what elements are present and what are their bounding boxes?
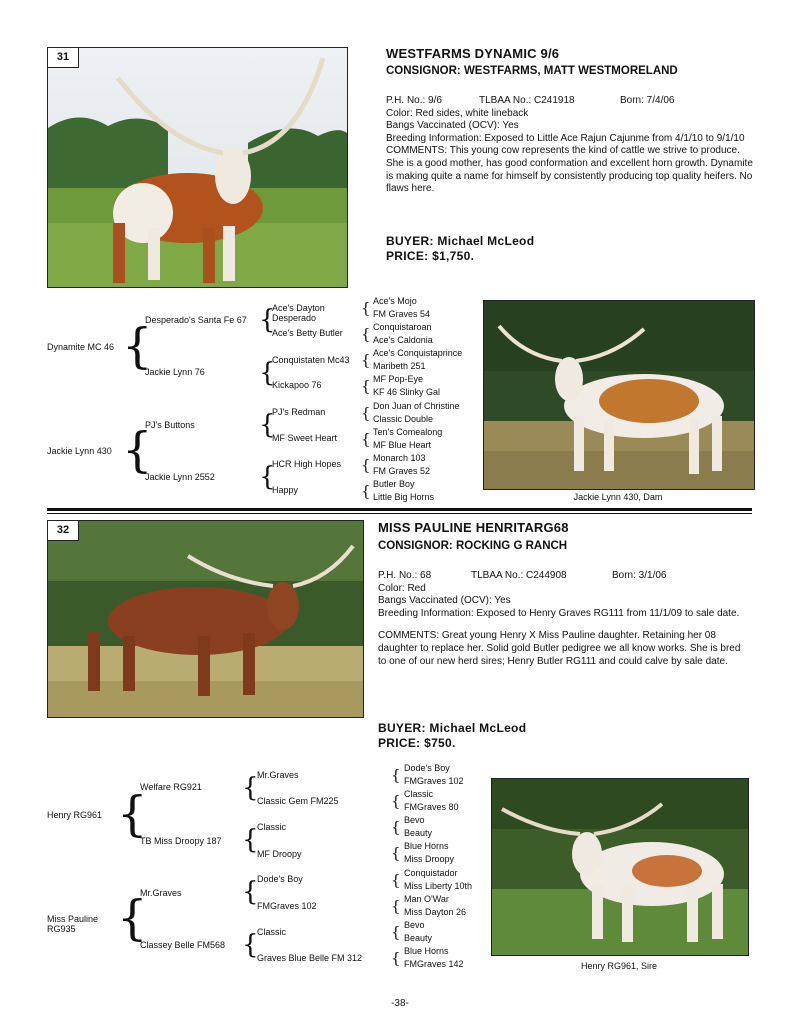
ped-g2: Welfare RG921 [140,782,202,792]
brace-icon: { [391,844,401,862]
ped-g1: Dynamite MC 46 [47,342,115,352]
lot31-sale [386,234,534,264]
brace-icon: { [361,404,371,422]
brace-icon: { [122,422,153,478]
comments: COMMENTS: This young cow represents the kind of cattle we strive to produce. She is a good mother, has good conformation and excellent horn growth. Dynamite is making quite a name for himself by consistently producing top quality heifers. No flaws here. [386,145,753,195]
ped-g4: Conquistador [404,868,458,878]
brace-icon: { [259,410,276,440]
brace-icon: { [242,930,259,960]
ped-g4: FM Graves 52 [373,466,431,476]
ped-g4: Classic [404,789,434,799]
brace-icon: { [391,766,401,784]
brace-icon: { [391,792,401,810]
lot32-consignor: CONSIGNOR: ROCKING G RANCH [378,540,568,552]
lot31-title: WESTFARMS DYNAMIC 9/6 [386,46,560,61]
ped-g4: Butler Boy [373,479,415,489]
ped-g4: Miss Droopy [404,854,455,864]
lot32-title: MISS PAULINE HENRITARG68 [378,520,569,535]
ped-g2: Desperado's Santa Fe 67 [145,315,247,325]
price: PRICE: $1,750. [386,249,475,263]
ped-g4: Monarch 103 [373,453,426,463]
ped-g3: MF Droopy [257,849,302,859]
ped-g4: Man O'War [404,894,449,904]
ped-g4: Little Big Horns [373,492,435,502]
brace-icon: { [117,786,148,842]
ped-g4: Blue Horns [404,841,449,851]
color: Color: Red [378,582,426,594]
bangs: Bangs Vaccinated (OCV): Yes [378,595,511,607]
ped-g1: Jackie Lynn 430 [47,446,112,456]
brace-icon: { [242,825,259,855]
ped-g2: Jackie Lynn 2552 [145,472,215,482]
divider [47,513,752,514]
ped-g4: Classic Double [373,414,434,424]
brace-icon: { [361,351,371,369]
ph-number: P.H. No.: 9/6 [386,95,442,106]
ped-g2: Jackie Lynn 76 [145,367,205,377]
lot32-sire-photo [491,778,749,956]
brace-icon: { [242,877,259,907]
ped-g4: FM Graves 54 [373,309,431,319]
ped-g4: Ten's Comealong [373,427,443,437]
ped-g4: MF Blue Heart [373,440,432,450]
ped-g4: KF 46 Slinky Gal [373,387,441,397]
ped-g3: MF Sweet Heart [272,433,338,443]
brace-icon: { [122,318,153,374]
comments: COMMENTS: Great young Henry X Miss Pauline daughter. Retaining her 08 daughter to replace her. Solid gold Butler pedigree we all know works. She is bred to one of our new herd sires; Henry Butler RG111 and could calve by sale date. [378,630,741,667]
dam-caption: Jackie Lynn 430, Dam [573,492,663,502]
brace-icon: { [391,923,401,941]
ped-g4: FMGraves 142 [404,959,464,969]
ph-number: P.H. No.: 68 [378,570,432,581]
ped-g4: FMGraves 80 [404,802,459,812]
ped-g3: Classic Gem FM225 [257,796,339,806]
color: Color: Red sides, white lineback [386,107,529,119]
brace-icon: { [361,299,371,317]
ped-g3: Conquistaten Mc43 [272,355,350,365]
ped-g2: Mr.Graves [140,888,182,898]
ped-g4: Ace's Caldonia [373,335,433,345]
ped-g3: Ace's Betty Butler [272,328,343,338]
lot-number-badge: 31 [48,48,79,68]
ped-g3: Mr.Graves [257,770,299,780]
lot-number-badge: 32 [48,521,79,541]
born-date: Born: 7/4/06 [620,95,675,106]
ped-g4: Maribeth 251 [373,361,426,371]
brace-icon: { [117,890,148,946]
ped-g1: Miss Pauline RG935 [47,914,99,934]
lot32-sale [378,721,526,751]
ped-g4: Dode's Boy [404,763,450,773]
price: PRICE: $750. [378,736,456,750]
brace-icon: { [259,305,276,335]
ped-g3: FMGraves 102 [257,901,317,911]
breeding-info: Breeding Information: Exposed to Little Ace Rajun Cajunme from 4/1/10 to 9/1/10 [386,132,745,144]
page-number: -38- [391,998,409,1009]
ped-g4: Conquistaroan [373,322,432,332]
lot31-consignor: CONSIGNOR: WESTFARMS, MATT WESTMORELAND [386,65,678,77]
lot32-info [378,570,750,668]
cow-photo-icon [48,48,347,287]
ped-g3: Kickapoo 76 [272,380,322,390]
ped-g4: Miss Liberty 10th [404,881,473,891]
ped-g4: MF Pop-Eye [373,374,424,384]
ped-g2: Classey Belle FM568 [140,940,226,950]
brace-icon: { [361,377,371,395]
tlbaa-number: TLBAA No.: C244908 [471,570,567,581]
divider [47,508,752,511]
breeding-info: Breeding Information: Exposed to Henry Graves RG111 from 11/1/09 to sale date. [378,607,740,619]
ped-g4: Bevo [404,920,425,930]
brace-icon: { [259,358,276,388]
brace-icon: { [391,871,401,889]
ped-g4: Bevo [404,815,425,825]
brace-icon: { [361,430,371,448]
ped-g2: PJ's Buttons [145,420,195,430]
ped-g3: Classic [257,822,287,832]
brace-icon: { [391,818,401,836]
cow-photo-icon [492,779,748,955]
ped-g4: Miss Dayton 26 [404,907,467,917]
tlbaa-number: TLBAA No.: C241918 [479,95,575,106]
cow-photo-icon [484,301,754,489]
ped-g3: HCR High Hopes [272,459,342,469]
ped-g3: Happy [272,485,299,495]
brace-icon: { [242,773,259,803]
ped-g4: Beauty [404,828,433,838]
born-date: Born: 3/1/06 [612,570,667,581]
ped-g4: Blue Horns [404,946,449,956]
lot31-info [386,95,758,196]
ped-g4: Don Juan of Christine [373,401,460,411]
ped-g3: Graves Blue Belle FM 312 [257,953,363,963]
ped-g4: Ace's Mojo [373,296,417,306]
ped-g1: Henry RG961 [47,810,103,820]
ped-g4: FMGraves 102 [404,776,464,786]
buyer: BUYER: Michael McLeod [386,234,535,248]
brace-icon: { [361,325,371,343]
lot32-main-photo [47,520,364,718]
brace-icon: { [361,482,371,500]
ped-g4: Ace's Conquistaprince [373,348,463,358]
sire-caption: Henry RG961, Sire [580,961,658,971]
ped-g3: Ace's Dayton Desperado [272,303,325,323]
brace-icon: { [391,949,401,967]
ped-g4: Beauty [404,933,433,943]
cow-photo-icon [48,521,363,717]
bangs: Bangs Vaccinated (OCV): Yes [386,120,519,132]
ped-g2: TB Miss Droopy 187 [140,836,222,846]
lot31-dam-photo [483,300,755,490]
buyer: BUYER: Michael McLeod [378,721,527,735]
ped-g3: Classic [257,927,287,937]
lot31-main-photo [47,47,348,288]
brace-icon: { [259,462,276,492]
ped-g3: PJ's Redman [272,407,326,417]
brace-icon: { [361,456,371,474]
brace-icon: { [391,897,401,915]
ped-g3: Dode's Boy [257,874,303,884]
